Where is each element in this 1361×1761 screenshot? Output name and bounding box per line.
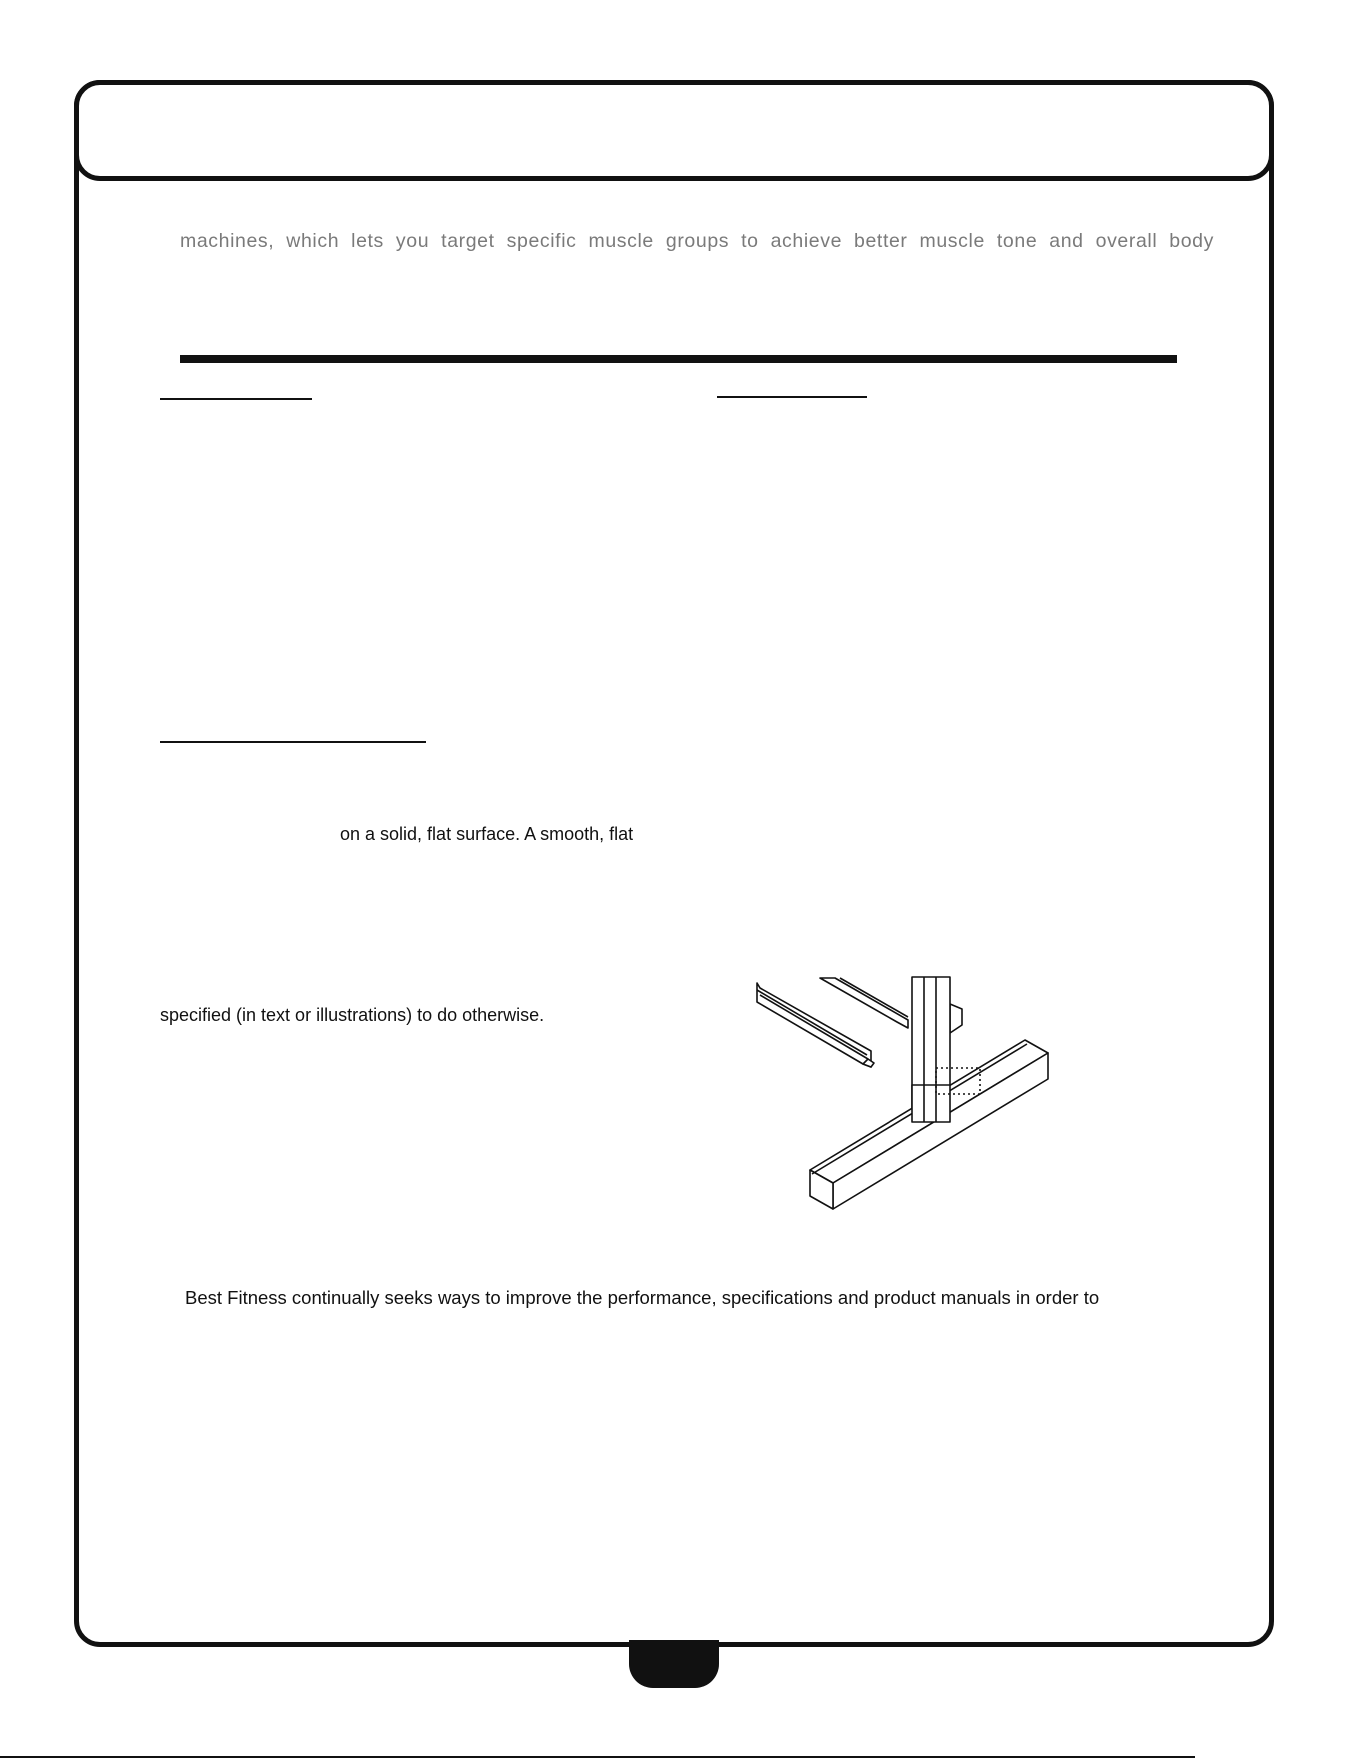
intro-paragraph: machines, which lets you target specific muscle groups to achieve better muscle tone and overall body bbox=[180, 230, 1214, 252]
notice-paragraph: Best Fitness continually seeks ways to improve the performance, specifications and product manuals in order to bbox=[185, 1287, 1100, 1308]
page-number-tab bbox=[629, 1640, 719, 1688]
machine-base-frame-illustration bbox=[750, 975, 1060, 1215]
heading-underline-right bbox=[717, 396, 867, 398]
section-divider bbox=[180, 355, 1177, 363]
heading-underline-left bbox=[160, 398, 312, 400]
body-text-line: on a solid, flat surface. A smooth, flat bbox=[340, 824, 634, 844]
header-box bbox=[74, 80, 1274, 181]
heading-underline-left-2 bbox=[160, 741, 426, 743]
body-text-line: specified (in text or illustrations) to do otherwise. bbox=[160, 1005, 545, 1025]
footer-line bbox=[0, 1756, 1195, 1758]
page-frame bbox=[74, 80, 1274, 1647]
